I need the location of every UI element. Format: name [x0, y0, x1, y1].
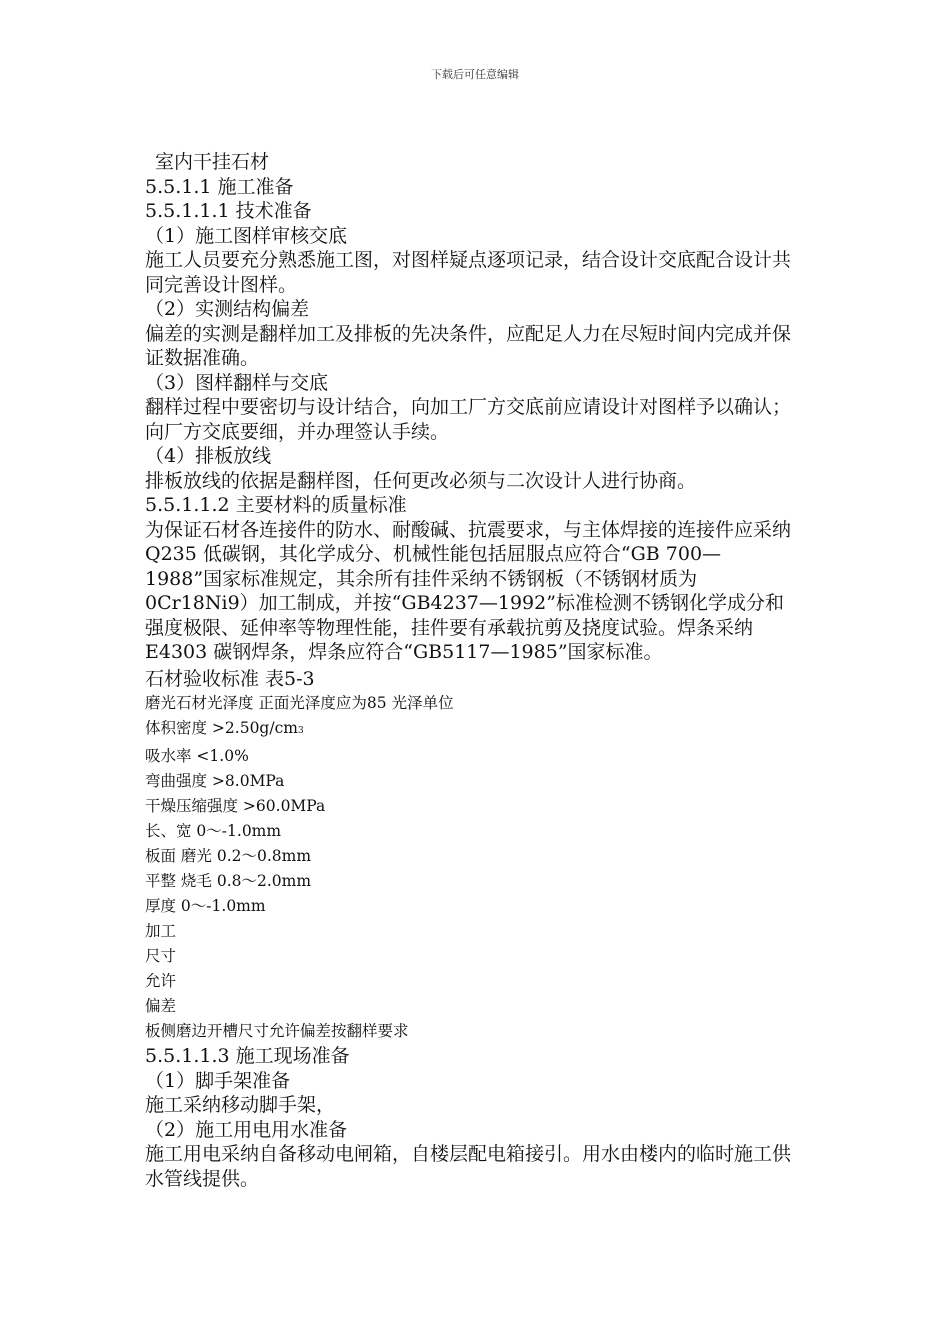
table-row: 板面 磨光 0.2～0.8mm — [145, 847, 312, 865]
table-row: 弯曲强度 >8.0MPa — [145, 772, 285, 790]
table-row: 偏差 — [145, 997, 177, 1015]
paragraph: 施工人员要充分熟悉施工图，对图样疑点逐项记录，结合设计交底配合设计共同完善设计图样。 — [145, 249, 792, 296]
page-header: 下载后可任意编辑 — [431, 68, 519, 81]
subsection-heading: 5.5.1.1.3 施工现场准备 — [145, 1045, 350, 1067]
paragraph: 翻样过程中要密切与设计结合，向加工厂方交底前应请设计对图样予以确认；向厂方交底要细，并办理签认手续。 — [145, 396, 792, 443]
table-row: 干燥压缩强度 >60.0MPa — [145, 797, 326, 815]
table-row: 吸水率 <1.0% — [145, 747, 249, 765]
table-row: 厚度 0～-1.0mm — [145, 897, 266, 915]
section-heading: 5.5.1.1 施工准备 — [145, 175, 294, 198]
paragraph: 施工采纳移动脚手架， — [145, 1094, 336, 1116]
item-heading: （3）图样翻样与交底 — [145, 371, 329, 394]
superscript-unit: 3 — [297, 726, 304, 736]
table-row: 长、宽 0～-1.0mm — [145, 822, 282, 840]
table-row — [145, 716, 805, 744]
paragraph: 排板放线的依据是翻样图，任何更改必须与二次设计人进行协商。 — [145, 469, 697, 492]
paragraph: 偏差的实测是翻样加工及排板的先决条件，应配足人力在尽短时间内完成并保证数据准确。 — [145, 322, 792, 369]
table-row: 板侧磨边开槽尺寸允许偏差按翻样要求 — [145, 1022, 409, 1040]
table-row: 磨光石材光泽度 正面光泽度应为85 光泽单位 — [145, 694, 454, 712]
paragraph: 为保证石材各连接件的防水、耐酸碱、抗震要求，与主体焊接的连接件应采纳Q235 低碳钢，其化学成分、机械性能包括屈服点应符合“GB 700—1988”国家标准规定，其余所有挂件采纳不锈钢板（不锈钢材质为0Cr18Ni9）加工制成，并按“GB4237—1992”标准检测不锈钢化学成分和强度极限、延伸率等物理性能，挂件要有承载抗剪及挠度试验。焊条采纳E4303 碳钢焊条，焊条应符合“GB5117—1985”国家标准。 — [145, 518, 792, 663]
subsection-heading: 5.5.1.1.1 技术准备 — [145, 200, 312, 222]
table-row: 平整 烧毛 0.8～2.0mm — [145, 872, 312, 890]
item-heading: （1）脚手架准备 — [145, 1069, 291, 1092]
table-row: 允许 — [145, 972, 177, 990]
table-row: 尺寸 — [145, 947, 177, 965]
item-heading: （4）排板放线 — [145, 445, 272, 467]
table-row: 加工 — [145, 922, 177, 940]
item-heading: （2）实测结构偏差 — [145, 298, 310, 320]
item-heading: （1）施工图样审核交底 — [145, 224, 348, 247]
paragraph: 施工用电采纳自备移动电闸箱，自楼层配电箱接引。用水由楼内的临时施工供水管线提供。 — [145, 1143, 792, 1190]
document-title: 室内干挂石材 — [155, 151, 270, 173]
table-title: 石材验收标准 表5-3 — [145, 667, 315, 690]
item-heading: （2）施工用电用水准备 — [145, 1118, 348, 1141]
document-body — [145, 150, 805, 1191]
subsection-heading: 5.5.1.1.2 主要材料的质量标准 — [145, 494, 407, 516]
acceptance-table — [145, 691, 805, 1044]
table-cell: 体积密度 >2.50g/cm — [145, 719, 298, 737]
